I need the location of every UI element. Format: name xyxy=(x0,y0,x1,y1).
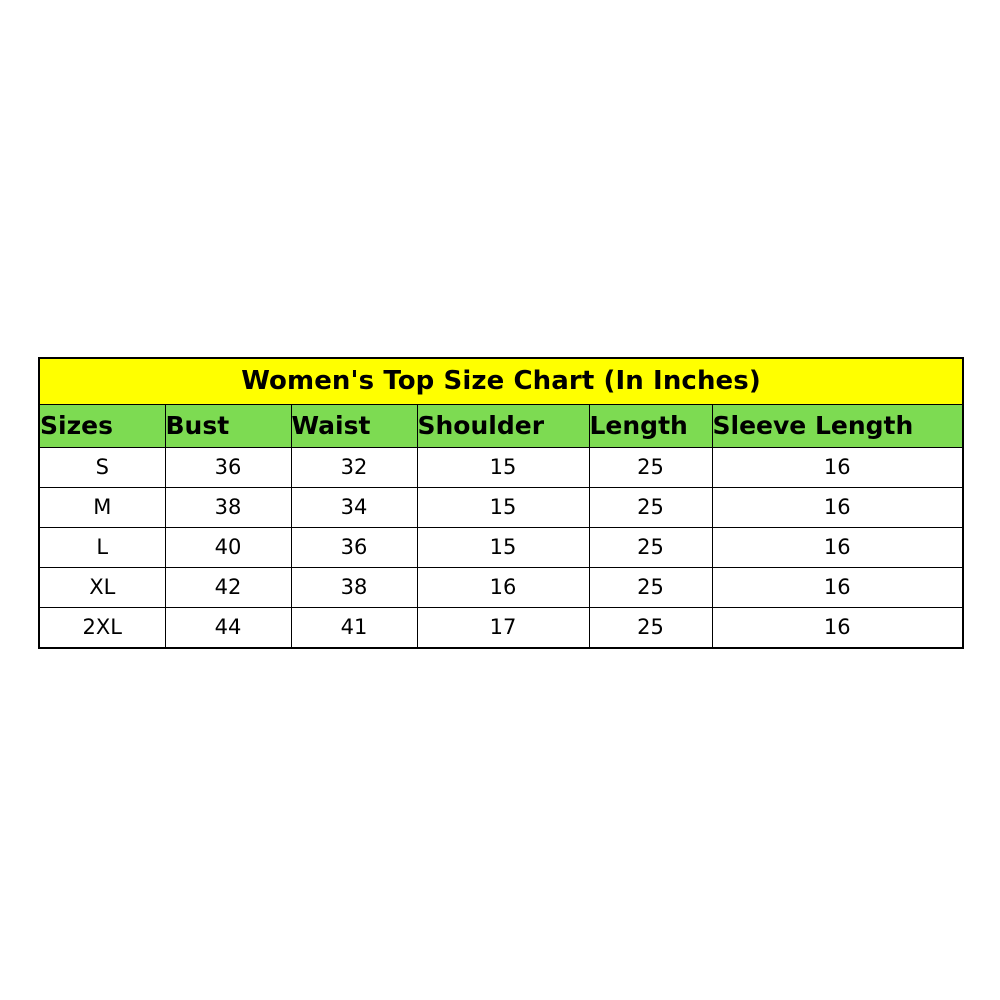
cell-length: 25 xyxy=(589,608,712,649)
table-row xyxy=(39,568,963,608)
cell-size: M xyxy=(39,488,165,528)
table-title-row xyxy=(39,358,963,405)
cell-bust: 40 xyxy=(165,528,291,568)
cell-waist: 34 xyxy=(291,488,417,528)
cell-length: 25 xyxy=(589,528,712,568)
cell-waist: 32 xyxy=(291,448,417,488)
cell-shoulder: 17 xyxy=(417,608,589,649)
cell-bust: 44 xyxy=(165,608,291,649)
chart-title: Women's Top Size Chart (In Inches) xyxy=(39,358,963,405)
column-header-sleeve-length: Sleeve Length xyxy=(712,405,963,448)
table-row xyxy=(39,488,963,528)
cell-shoulder: 16 xyxy=(417,568,589,608)
cell-shoulder: 15 xyxy=(417,448,589,488)
size-chart-container xyxy=(38,357,962,649)
cell-size: 2XL xyxy=(39,608,165,649)
cell-waist: 41 xyxy=(291,608,417,649)
column-header-bust: Bust xyxy=(165,405,291,448)
cell-waist: 38 xyxy=(291,568,417,608)
table-row xyxy=(39,528,963,568)
cell-bust: 38 xyxy=(165,488,291,528)
cell-bust: 42 xyxy=(165,568,291,608)
cell-shoulder: 15 xyxy=(417,488,589,528)
cell-sleeve-length: 16 xyxy=(712,448,963,488)
table-row xyxy=(39,448,963,488)
cell-size: L xyxy=(39,528,165,568)
cell-sleeve-length: 16 xyxy=(712,568,963,608)
column-header-length: Length xyxy=(589,405,712,448)
cell-length: 25 xyxy=(589,568,712,608)
table-row xyxy=(39,608,963,649)
size-chart-table xyxy=(38,357,964,649)
cell-bust: 36 xyxy=(165,448,291,488)
cell-length: 25 xyxy=(589,488,712,528)
table-header-row xyxy=(39,405,963,448)
column-header-waist: Waist xyxy=(291,405,417,448)
column-header-sizes: Sizes xyxy=(39,405,165,448)
cell-size: XL xyxy=(39,568,165,608)
cell-sleeve-length: 16 xyxy=(712,488,963,528)
cell-shoulder: 15 xyxy=(417,528,589,568)
cell-length: 25 xyxy=(589,448,712,488)
cell-sleeve-length: 16 xyxy=(712,528,963,568)
cell-size: S xyxy=(39,448,165,488)
cell-sleeve-length: 16 xyxy=(712,608,963,649)
cell-waist: 36 xyxy=(291,528,417,568)
column-header-shoulder: Shoulder xyxy=(417,405,589,448)
